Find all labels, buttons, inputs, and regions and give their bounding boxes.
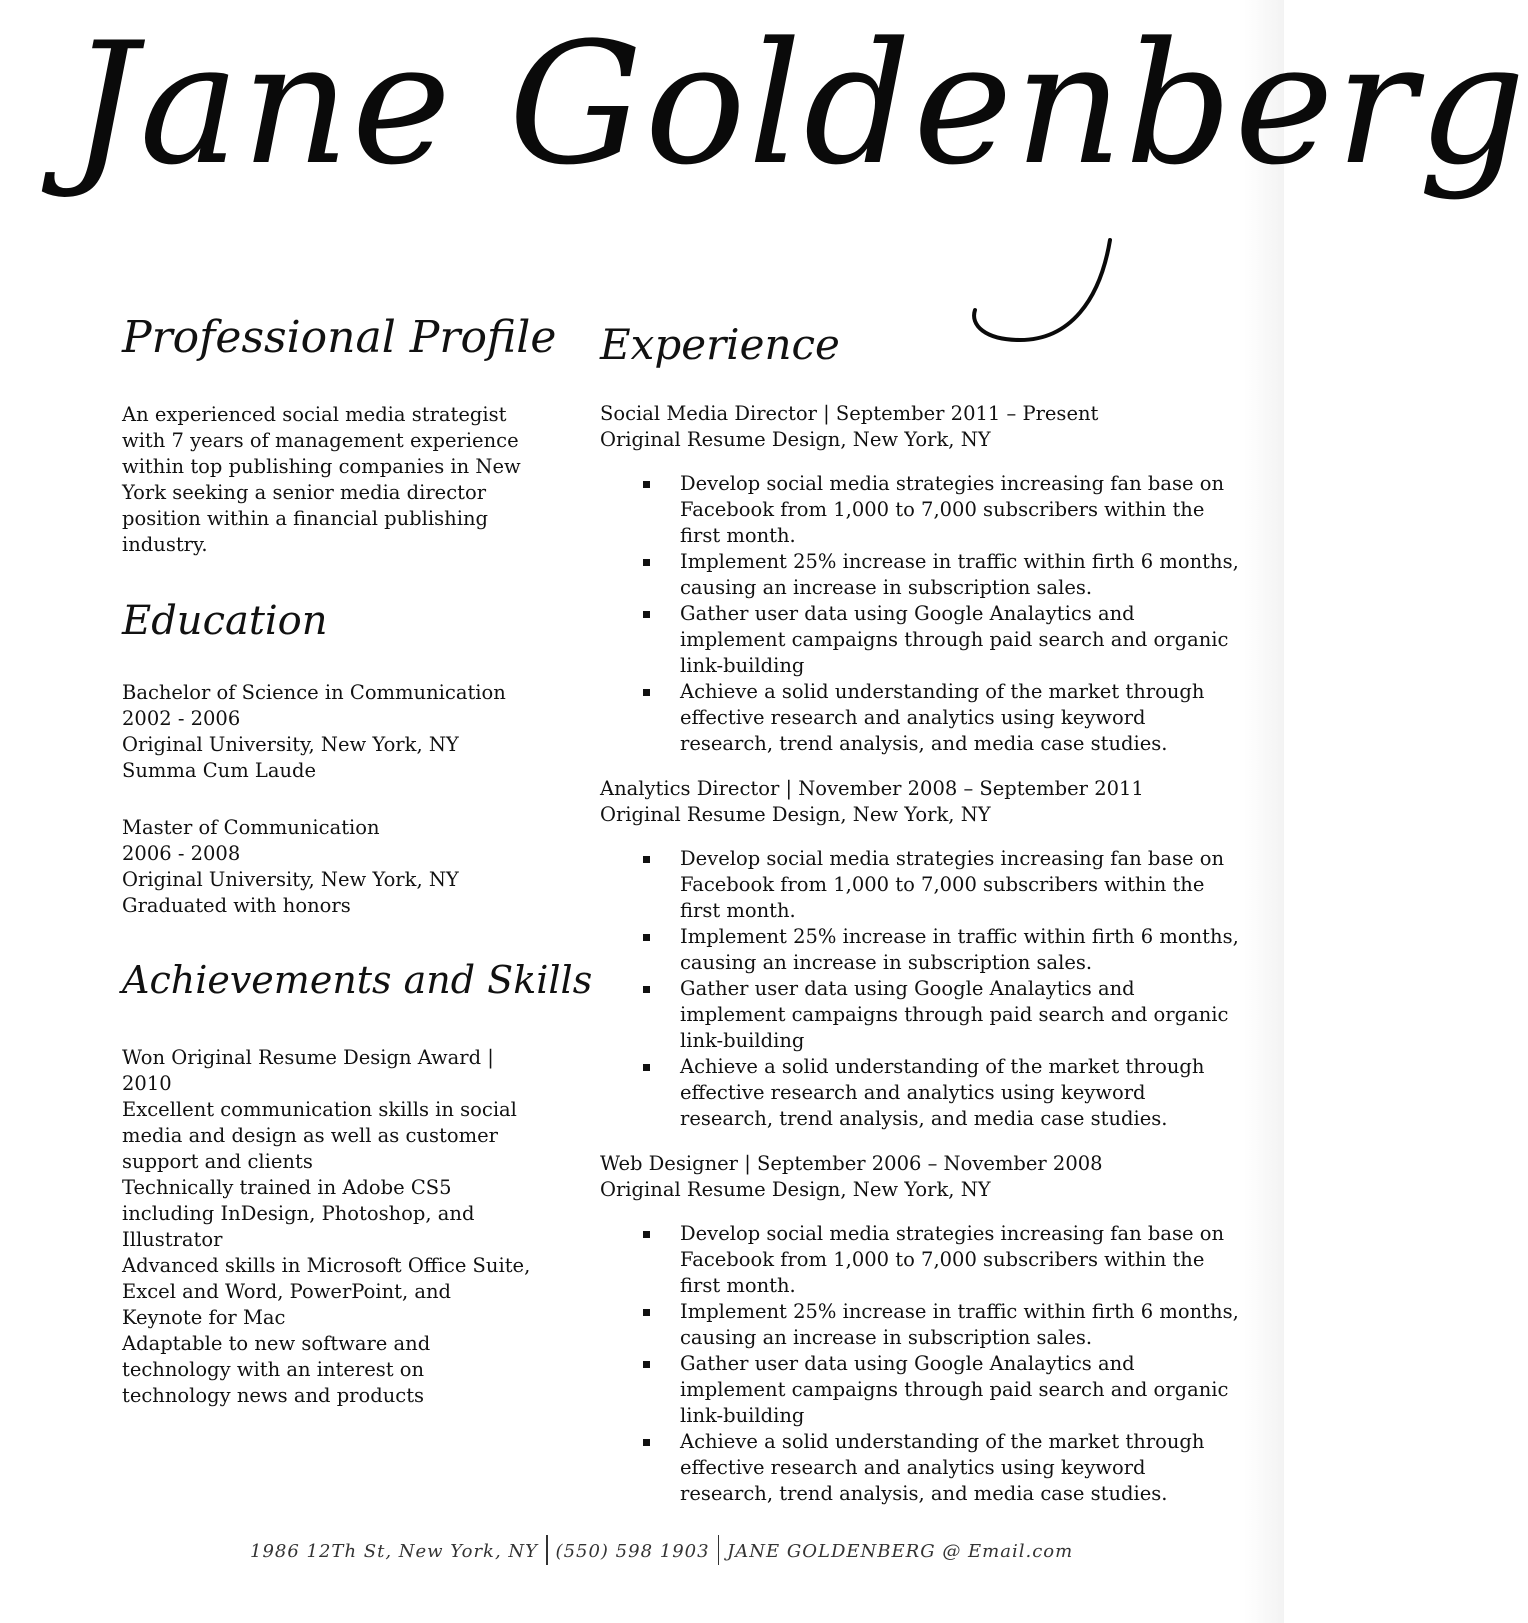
profile-heading: Professional Profile xyxy=(122,312,557,363)
bullet-square-icon xyxy=(643,611,650,618)
job-bullet: Develop social media strategies increasing fan base on Facebook from 1,000 to 7,000 subscribers within the first month. xyxy=(600,1221,1240,1299)
job-bullet: Gather user data using Google Analaytics and implement campaigns through paid search and organic link-building xyxy=(600,976,1240,1054)
job-company: Original Resume Design, New York, NY xyxy=(600,803,991,826)
candidate-name: Jane Goldenberg xyxy=(70,6,1528,202)
school: Original University, New York, NY xyxy=(122,868,459,891)
education-entry xyxy=(122,680,534,784)
job-title: Analytics Director | November 2008 – September 2011 xyxy=(600,777,1144,800)
profile-line: industry. xyxy=(122,533,208,556)
job-bullet: Gather user data using Google Analaytics and implement campaigns through paid search and organic link-building xyxy=(600,601,1240,679)
degree: Bachelor of Science in Communication xyxy=(122,681,506,704)
job-entry xyxy=(600,401,1240,757)
footer-divider xyxy=(546,1535,548,1565)
profile-line: An experienced social media strategist xyxy=(122,403,507,426)
achievement-item: Technically trained in Adobe CS5 including InDesign, Photoshop, and Illustrator xyxy=(122,1176,475,1251)
name-flourish xyxy=(960,240,1180,360)
honors: Graduated with honors xyxy=(122,894,351,917)
footer-divider xyxy=(718,1535,720,1565)
achievement-item: Won Original Resume Design Award | 2010 xyxy=(122,1046,494,1095)
bullet-square-icon xyxy=(643,934,650,941)
job-bullet: Achieve a solid understanding of the market through effective research and analytics using keyword research, trend analysis, and media case studies. xyxy=(600,1429,1240,1507)
job-bullet: Achieve a solid understanding of the market through effective research and analytics using keyword research, trend analysis, and media case studies. xyxy=(600,1054,1240,1132)
achievement-item: Advanced skills in Microsoft Office Suite, Excel and Word, PowerPoint, and Keynote for Mac xyxy=(122,1254,531,1329)
job-bullet: Implement 25% increase in traffic within firth 6 months, causing an increase in subscription sales. xyxy=(600,1299,1240,1351)
footer-email: JANE GOLDENBERG @ Email.com xyxy=(727,1541,1074,1562)
education-entry xyxy=(122,815,534,919)
years: 2002 - 2006 xyxy=(122,707,241,730)
job-company: Original Resume Design, New York, NY xyxy=(600,1178,991,1201)
achievement-item: Excellent communication skills in social media and design as well as customer support and clients xyxy=(122,1098,517,1173)
job-bullet: Develop social media strategies increasing fan base on Facebook from 1,000 to 7,000 subscribers within the first month. xyxy=(600,846,1240,924)
achievements-heading: Achievements and Skills xyxy=(122,958,593,1002)
bullet-square-icon xyxy=(643,1231,650,1238)
bullet-square-icon xyxy=(643,689,650,696)
bullet-square-icon xyxy=(643,1439,650,1446)
bullet-square-icon xyxy=(643,481,650,488)
job-bullet: Implement 25% increase in traffic within firth 6 months, causing an increase in subscription sales. xyxy=(600,924,1240,976)
years: 2006 - 2008 xyxy=(122,842,241,865)
job-bullet: Achieve a solid understanding of the market through effective research and analytics using keyword research, trend analysis, and media case studies. xyxy=(600,679,1240,757)
footer-phone: (550) 598 1903 xyxy=(555,1541,710,1562)
job-bullets xyxy=(600,1221,1240,1507)
bullet-square-icon xyxy=(643,1064,650,1071)
bullet-square-icon xyxy=(643,856,650,863)
contact-footer xyxy=(250,1535,1073,1565)
job-entry xyxy=(600,776,1240,1132)
job-bullet: Gather user data using Google Analaytics and implement campaigns through paid search and organic link-building xyxy=(600,1351,1240,1429)
school: Original University, New York, NY xyxy=(122,733,459,756)
honors: Summa Cum Laude xyxy=(122,759,317,782)
job-bullets xyxy=(600,471,1240,757)
job-bullet: Develop social media strategies increasing fan base on Facebook from 1,000 to 7,000 subscribers within the first month. xyxy=(600,471,1240,549)
achievements-list xyxy=(122,1045,532,1409)
bullet-square-icon xyxy=(643,559,650,566)
profile-line: within top publishing companies in New xyxy=(122,455,521,478)
job-entry xyxy=(600,1151,1240,1507)
job-title: Web Designer | September 2006 – November 2008 xyxy=(600,1152,1103,1175)
profile-line: position within a financial publishing xyxy=(122,507,488,530)
profile-line: York seeking a senior media director xyxy=(122,481,487,504)
page-edge-shadow xyxy=(1244,0,1284,1623)
experience-heading: Experience xyxy=(600,320,840,369)
job-company: Original Resume Design, New York, NY xyxy=(600,428,991,451)
profile-summary xyxy=(122,402,534,558)
bullet-square-icon xyxy=(643,986,650,993)
job-title: Social Media Director | September 2011 – Present xyxy=(600,402,1099,425)
profile-line: with 7 years of management experience xyxy=(122,429,519,452)
achievement-item: Adaptable to new software and technology with an interest on technology news and products xyxy=(122,1332,431,1407)
education-heading: Education xyxy=(122,598,328,644)
job-bullet: Implement 25% increase in traffic within firth 6 months, causing an increase in subscription sales. xyxy=(600,549,1240,601)
footer-address: 1986 12Th St, New York, NY xyxy=(250,1541,539,1562)
bullet-square-icon xyxy=(643,1309,650,1316)
degree: Master of Communication xyxy=(122,816,380,839)
job-bullets xyxy=(600,846,1240,1132)
bullet-square-icon xyxy=(643,1361,650,1368)
